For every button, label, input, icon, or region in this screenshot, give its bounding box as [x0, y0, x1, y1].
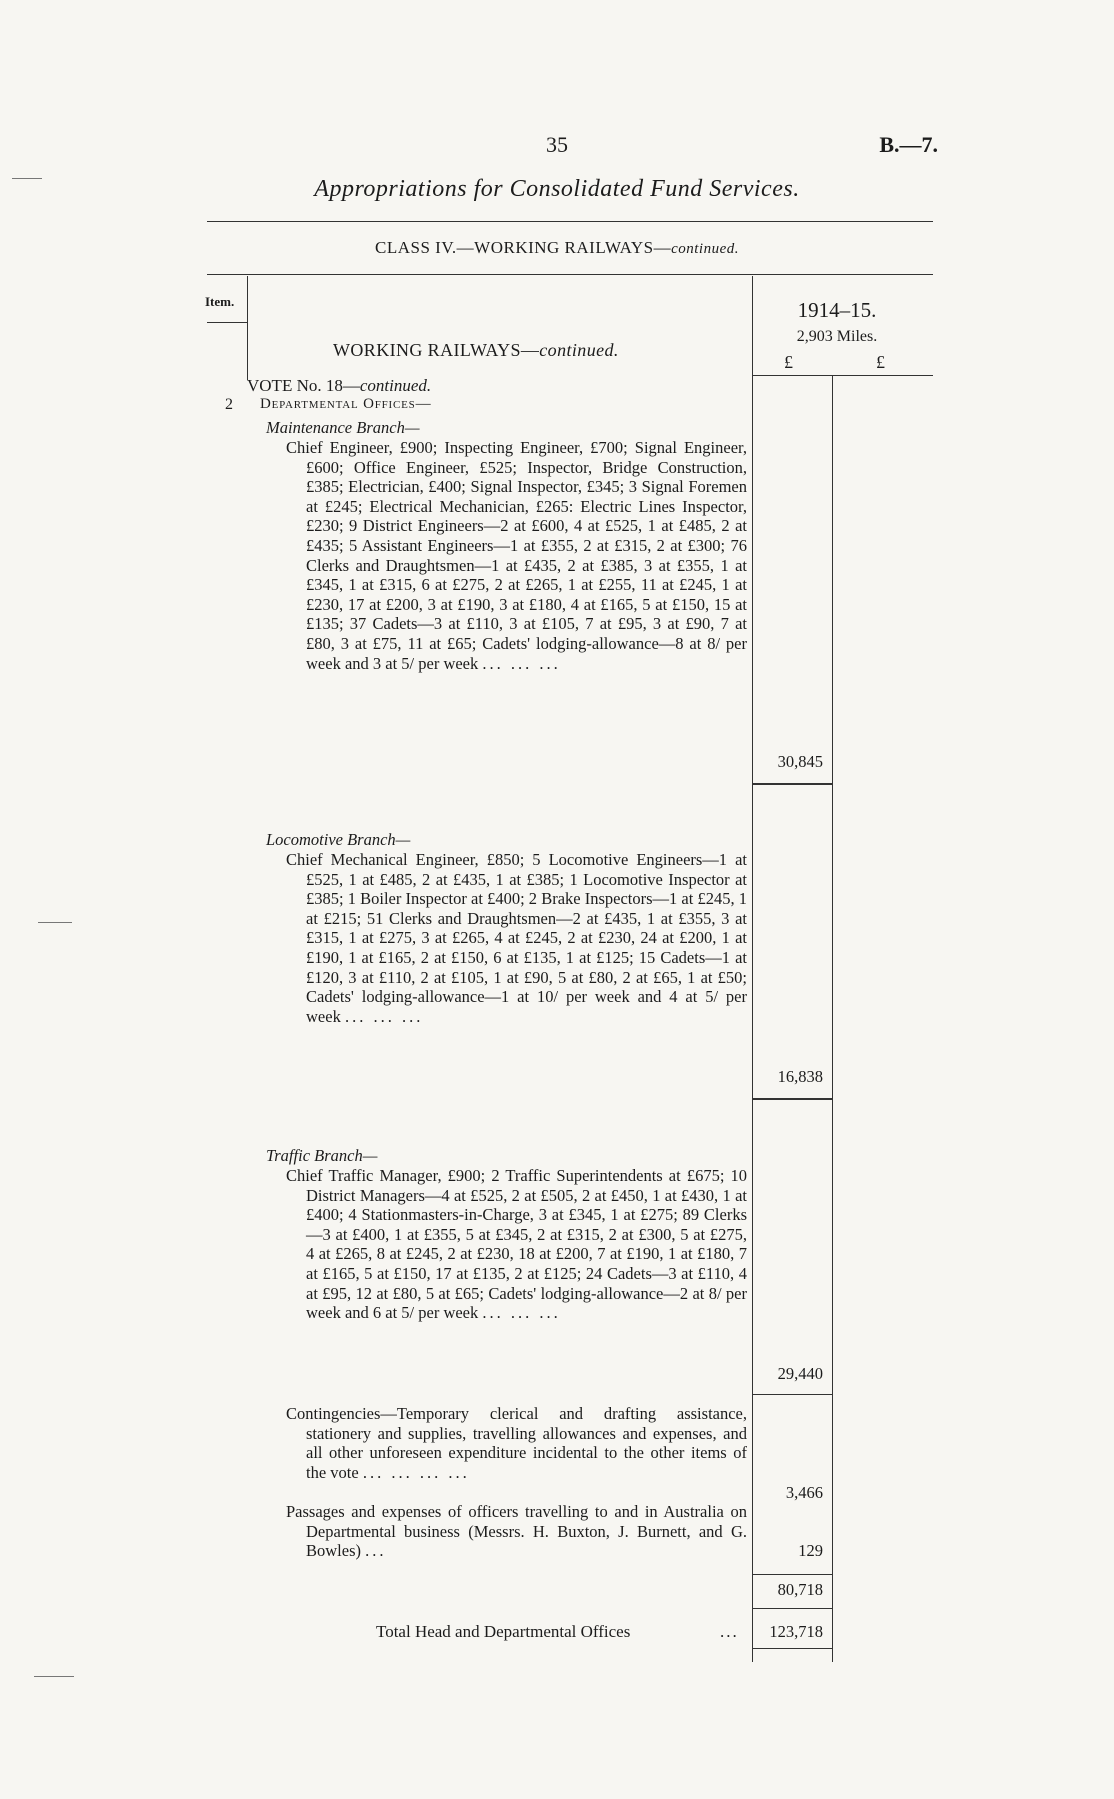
amount-column-left-border	[752, 276, 753, 1662]
vote-heading	[247, 376, 431, 396]
section-title	[333, 340, 619, 361]
vote-number: VOTE No. 18—	[247, 376, 360, 395]
contingencies-text	[286, 1404, 747, 1482]
passages-text	[286, 1502, 747, 1561]
locomotive-branch-heading: Locomotive Branch—	[266, 830, 411, 849]
maintenance-amount-rule	[752, 783, 832, 785]
locomotive-amount-rule	[752, 1098, 832, 1100]
traffic-branch-details: Chief Traffic Manager, £900; 2 Traffic Superintendents at £675; 10 District Managers—4 at £525, 2 at £505, 2 at £450, 1 at £430, 1 at £400; 4 Stationmasters-in-Charge, 3 at £345, 1 at £275; 89 Clerks—3 at £400, 1 at £355, 5 at £345, 2 at £315, 2 at £300, 5 at £275, 4 at £265, 8 at £245, 2 at £230, 18 at £200, 7 at £190, 1 at £180, 7 at £165, 5 at £150, 17 at £135, 2 at £125; 24 Cadets—3 at £110, 4 at £95, 12 at £80, 5 at £65; Cadets' lodging-allowance—2 at 8/ per week and 6 at 5/ per week	[286, 1166, 747, 1323]
total-label: Total Head and Departmental Offices	[376, 1622, 631, 1641]
traffic-branch-heading: Traffic Branch—	[266, 1146, 378, 1165]
miles-header: 2,903 Miles.	[796, 328, 878, 345]
department-heading: Departmental Offices—	[260, 396, 432, 412]
item-header-rule	[207, 322, 247, 323]
total-bottom-rule	[752, 1648, 832, 1649]
currency-symbol-right: £	[876, 352, 885, 372]
traffic-branch-text	[286, 1166, 747, 1323]
locomotive-amount: 16,838	[777, 1067, 823, 1086]
locomotive-branch-details: Chief Mechanical Engineer, £850; 5 Locomotive Engineers—1 at £525, 1 at £485, 2 at £435, 1 at £385; 1 Locomotive Inspector at £385; 1 Boiler Inspector at £400; 2 Brake Inspectors—1 at £245, 1 at £215; 51 Clerks and Draughtsmen—2 at £435, 1 at £355, 3 at £315, 1 at £275, 3 at £265, 4 at £245, 2 at £230, 24 at £200, 1 at £190, 1 at £165, 2 at £150, 6 at £135, 1 at £125; 15 Cadets—1 at £120, 3 at £110, 2 at £105, 1 at £90, 5 at £80, 2 at £65, 1 at £50; Cadets' lodging-allowance—1 at 10/ per week and 4 at 5/ per week	[286, 850, 747, 1026]
table-top-rule	[207, 274, 933, 275]
item-number: 2	[225, 396, 233, 413]
traffic-amount: 29,440	[777, 1364, 823, 1383]
class-title-continued: continued.	[671, 241, 739, 257]
passages-leader-dots: ...	[365, 1541, 387, 1561]
maintenance-amount: 30,845	[777, 752, 823, 771]
subtotal-amount: 80,718	[777, 1580, 823, 1599]
page-number: 35	[546, 132, 568, 157]
maintenance-branch-details: Chief Engineer, £900; Inspecting Engineer, £700; Signal Engineer, £600; Office Engineer, £525; Inspector, Bridge Construction, £385; Electrician, £400; Signal Inspector, £345; 3 Signal Foremen at £245; Electrical Mechanician, £265: Electric Lines Inspector, £230; 9 District Engineers—2 at £600, 4 at £525, 1 at £485, 2 at £435; 5 Assistant Engineers—1 at £355, 2 at £315, 2 at £300; 76 Clerks and Draughtsmen—1 at £435, 2 at £385, 3 at £355, 1 at £345, 1 at £315, 6 at £275, 2 at £265, 1 at £255, 11 at £245, 1 at £230, 17 at £200, 3 at £190, 3 at £180, 4 at £165, 5 at £150, 15 at £135; 37 Cadets—3 at £110, 3 at £105, 7 at £95, 3 at £90, 7 at £80, 3 at £75, 11 at £65; Cadets' lodging-allowance—8 at 8/ per week and 3 at 5/ per week	[286, 438, 747, 673]
contingencies-amount: 3,466	[785, 1483, 823, 1502]
maintenance-leader-dots: ... ... ...	[482, 653, 561, 673]
header-rule	[207, 221, 933, 222]
passages-amount: 129	[798, 1541, 823, 1560]
scan-mark	[12, 178, 42, 179]
section-title-main: WORKING RAILWAYS—	[333, 340, 540, 360]
page-code: B.—7.	[879, 132, 938, 157]
locomotive-leader-dots: ... ... ...	[344, 1006, 424, 1026]
total-leader-dots: ...	[720, 1622, 739, 1641]
traffic-leader-dots: ... ... ...	[482, 1303, 561, 1323]
year-header: 1914–15.	[797, 298, 877, 322]
vote-continued: continued.	[359, 376, 432, 395]
page-title: Appropriations for Consolidated Fund Services.	[314, 176, 800, 202]
section-title-continued: continued.	[539, 340, 619, 360]
traffic-amount-rule	[752, 1394, 832, 1395]
amount-column-divider	[832, 376, 833, 1662]
contingencies-details: Contingencies—Temporary clerical and drafting assistance, stationery and supplies, travelling allowances and expenses, and all other unforeseen expenditure incidental to the other items of the vote	[286, 1404, 747, 1482]
subtotal-bottom-rule	[752, 1608, 832, 1609]
contingencies-leader-dots: ... ... ... ...	[362, 1462, 470, 1482]
item-column-divider	[247, 276, 248, 380]
locomotive-branch-text	[286, 850, 747, 1026]
item-column-header: Item.	[205, 294, 235, 309]
class-title-main: CLASS IV.—WORKING RAILWAYS—	[375, 238, 672, 257]
passages-details: Passages and expenses of officers travelling to and in Australia on Departmental business (Messrs. H. Buxton, J. Burnett, and G. Bowles)	[286, 1502, 747, 1561]
maintenance-branch-heading: Maintenance Branch—	[266, 418, 420, 437]
maintenance-branch-text	[286, 438, 747, 673]
currency-symbol-left: £	[784, 352, 793, 372]
year-header-rule	[752, 375, 933, 376]
scan-mark	[34, 1676, 74, 1677]
subtotal-top-rule	[752, 1574, 832, 1575]
class-title	[0, 238, 1114, 258]
scan-mark	[38, 922, 72, 923]
total-amount: 123,718	[769, 1622, 823, 1641]
